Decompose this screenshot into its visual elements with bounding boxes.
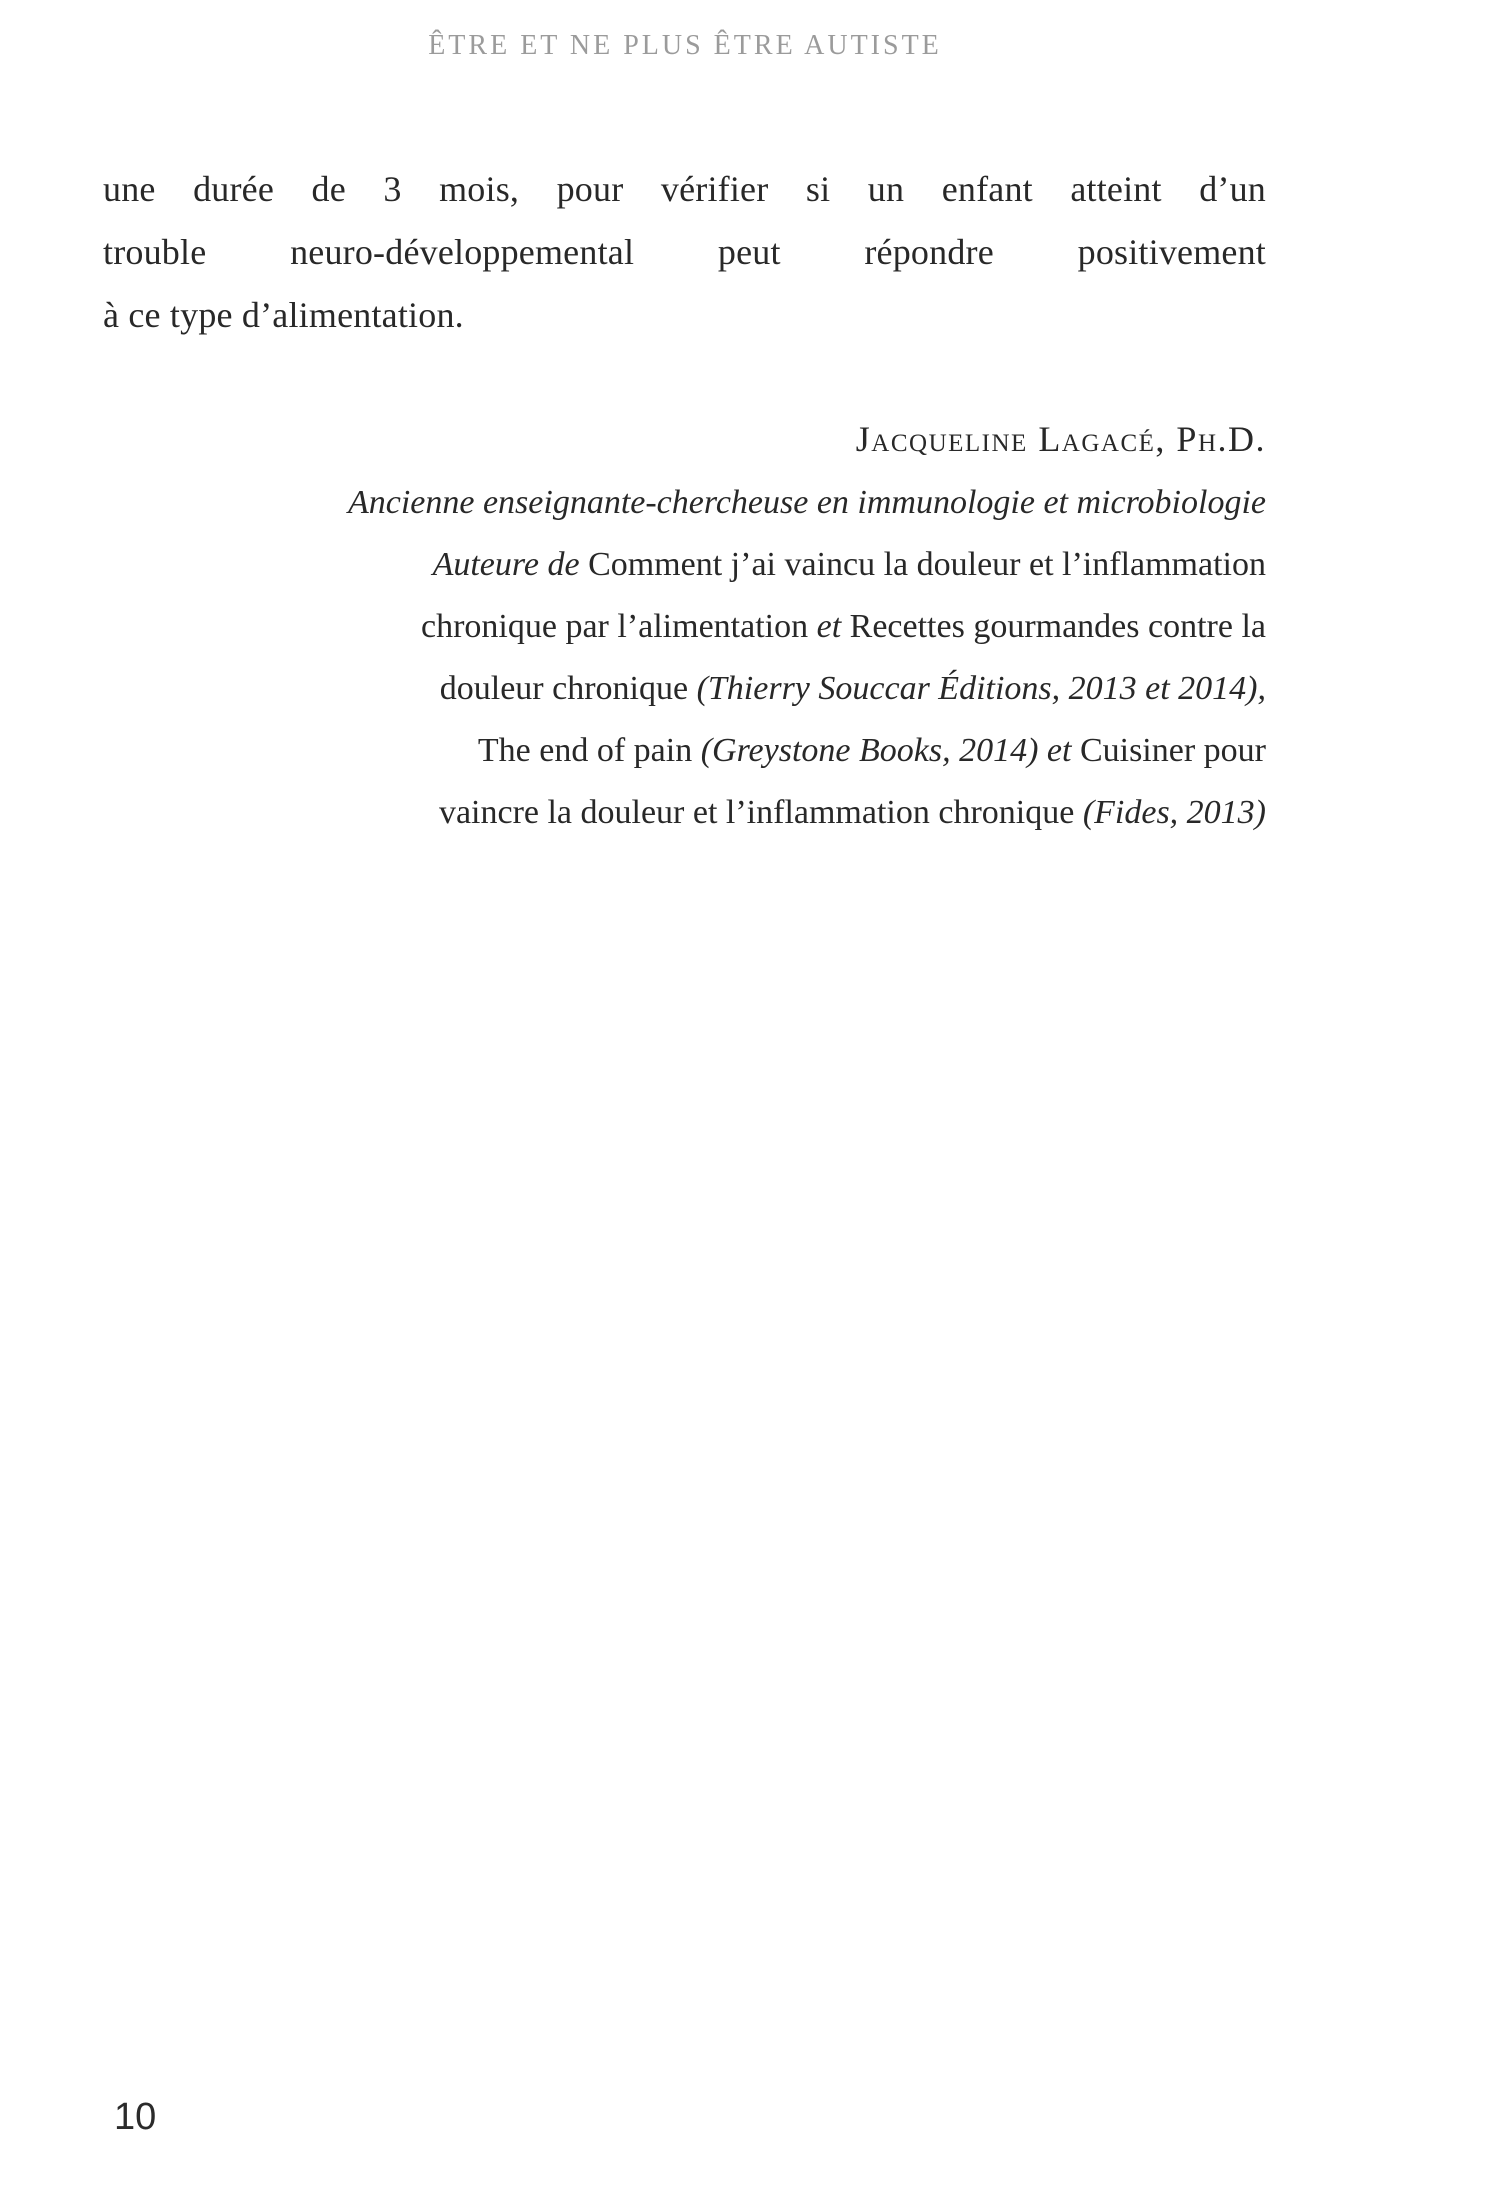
paragraph-line: trouble neuro-développemental peut répondre positivement	[103, 232, 1266, 272]
signature-line	[103, 596, 1266, 658]
author-name: Jacqueline Lagacé, Ph.D.	[855, 419, 1266, 459]
text-segment: (Fides, 2013)	[1082, 794, 1266, 831]
text-segment: Auteure de	[432, 546, 589, 583]
text-segment: (Greystone Books, 2014) et	[700, 732, 1080, 769]
signature-line	[103, 534, 1266, 596]
text-segment: Comment j’ai vaincu la douleur et l’inflammation	[588, 546, 1266, 583]
text-segment: vaincre la douleur et l’inflammation chronique	[438, 794, 1083, 831]
paragraph-line: une durée de 3 mois, pour vérifier si un enfant atteint d’un	[103, 169, 1266, 209]
text-segment: The end of pain	[477, 732, 701, 769]
text-segment: (Thierry Souccar Éditions, 2013 et 2014),	[696, 670, 1266, 707]
signature-line	[103, 782, 1266, 844]
signature-line	[103, 472, 1266, 534]
page-number: 10	[114, 2096, 157, 2138]
text-segment: Cuisiner pour	[1079, 732, 1266, 769]
signature-line	[103, 658, 1266, 720]
text-segment: Ancienne enseignante-chercheuse en immunologie et microbiologie	[347, 484, 1266, 521]
signature-block	[103, 408, 1266, 844]
text-segment: Recettes gourmandes contre la	[849, 608, 1266, 645]
paragraph-line: à ce type d’alimentation.	[103, 295, 464, 335]
running-header: ÊTRE ET NE PLUS ÊTRE AUTISTE	[428, 30, 942, 61]
text-segment: chronique par l’alimentation	[421, 608, 817, 645]
signature-line	[103, 720, 1266, 782]
text-segment: douleur chronique	[439, 670, 697, 707]
body-paragraph	[103, 158, 1266, 347]
author-bio-lines	[103, 472, 1266, 844]
text-segment: et	[816, 608, 850, 645]
